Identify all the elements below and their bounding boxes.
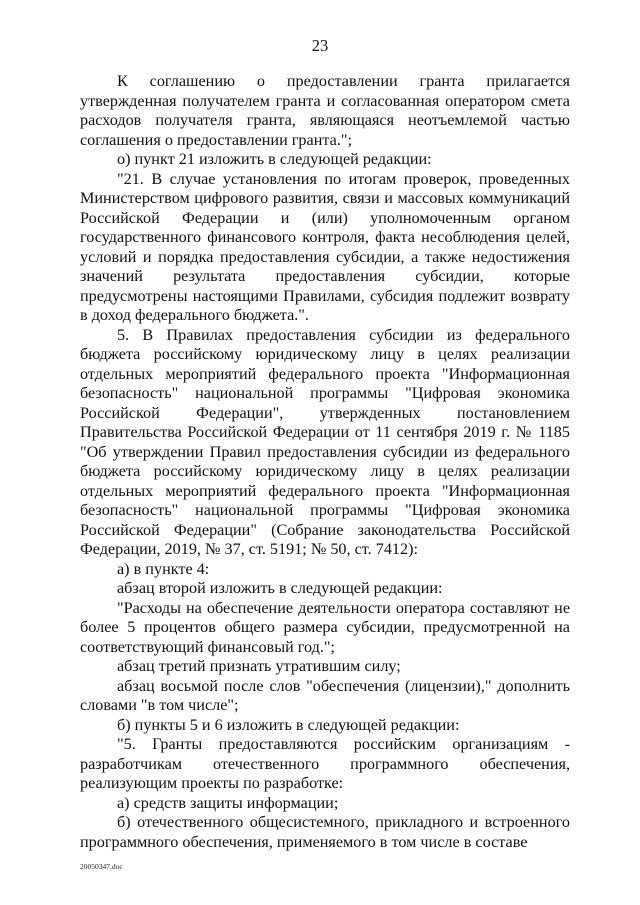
document-body <box>80 72 570 852</box>
page-number: 23 <box>311 36 329 55</box>
paragraph: б) отечественного общесистемного, прикладного и встроенного программного обеспечения, применяемого в том числе в составе <box>80 813 570 851</box>
paragraph: "5. Гранты предоставляются российским организациям - разработчикам отечественного программного обеспечения, реализующим проекты по разработке: <box>80 735 570 792</box>
paragraph: б) пункты 5 и 6 изложить в следующей редакции: <box>117 715 460 734</box>
paragraph: абзац восьмой после слов "обеспечения (лицензии)," дополнить словами "в том числе"; <box>80 676 570 714</box>
paragraph: а) в пункте 4: <box>117 559 210 578</box>
paragraph: о) пункт 21 изложить в следующей редакции: <box>117 150 432 168</box>
paragraph: "21. В случае установления по итогам проверок, проведенных Министерством цифрового развития, связи и массовых коммуникаций Российской Федерации и (или) уполномоченным органом государственного финансового контроля, факта несоблюдения целей, условий и порядка предоставления субсидии, а также недостижения значений результата предоставления субсидии, которые предусмотрены настоящими Правилами, субсидия подлежит возврату в доход федерального бюджета.". <box>80 169 570 324</box>
paragraph: К соглашению о предоставлении гранта прилагается утвержденная получателем гранта и согласованная оператором смета расходов получателя гранта, являющаяся неотъемлемой частью соглашения о предоставлении гранта."; <box>80 72 570 149</box>
paragraph: 5. В Правилах предоставления субсидии из федерального бюджета российскому юридическому лицу в целях реализации отдельных мероприятий федерального проекта "Информационная безопасность" национальной программы "Цифровая экономика Российской Федерации", утвержденных постановлением Правительства Российской Федерации от 11 сентября 2019 г. № 1185 "Об утверждении Правил предоставления субсидии из федерального бюджета российскому юридическому лицу в целях реализации отдельных мероприятий федерального проекта "Информационная безопасность" национальной программы "Цифровая экономика Российской Федерации" (Собрание законодательства Российской Федерации, 2019, № 37, ст. 5191; № 50, ст. 7412): <box>80 325 570 558</box>
paragraph: "Расходы на обеспечение деятельности оператора составляют не более 5 процентов общего размера субсидии, предусмотренной на соответствующий финансовый год."; <box>80 598 570 656</box>
document-filename: 20050347.doc <box>80 862 123 871</box>
paragraph: абзац третий признать утратившим силу; <box>117 657 401 675</box>
paragraph: абзац второй изложить в следующей редакции: <box>117 579 443 597</box>
paragraph: а) средств защиты информации; <box>117 793 339 812</box>
